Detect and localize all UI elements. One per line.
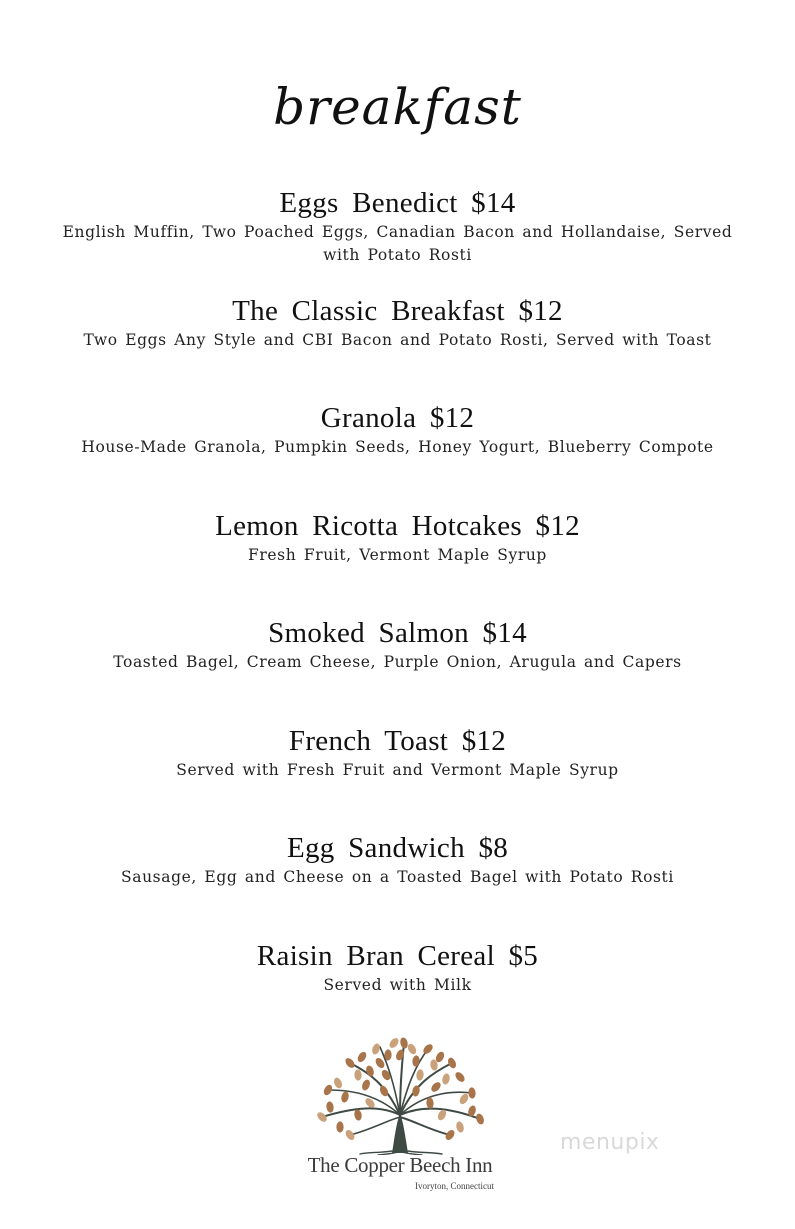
menu-item-description: Served with Fresh Fruit and Vermont Maple Syrup bbox=[176, 760, 619, 779]
menu-item-description: Toasted Bagel, Cream Cheese, Purple Onion, Arugula and Capers bbox=[113, 653, 682, 671]
menu-item bbox=[0, 400, 795, 508]
leaf bbox=[441, 1073, 450, 1085]
inn-location: Ivoryton, Connecticut bbox=[415, 1181, 494, 1191]
copper-beech-tree-icon bbox=[300, 1035, 500, 1155]
leaf bbox=[336, 1121, 343, 1132]
leaf bbox=[430, 1080, 443, 1093]
leaf bbox=[416, 1069, 424, 1081]
menu-item-description: Two Eggs Any Style and CBI Bacon and Potato Rosti, Served with Toast bbox=[83, 330, 712, 349]
menu-item-name: French Toast $12 bbox=[288, 724, 507, 757]
menu-items bbox=[0, 185, 795, 1045]
leaf bbox=[475, 1113, 486, 1126]
menu-item bbox=[0, 938, 795, 1046]
menu-item bbox=[0, 508, 795, 616]
leaf bbox=[406, 1042, 418, 1055]
menu-item-description: English Muffin, Two Poached Eggs, Canadian Bacon and Hollandaise, Served with Potato Rosti bbox=[62, 223, 733, 264]
leaf bbox=[344, 1056, 357, 1069]
leaf bbox=[356, 1050, 368, 1063]
menu-title: breakfast bbox=[273, 78, 522, 136]
leaf bbox=[371, 1043, 381, 1056]
leaf bbox=[361, 1078, 372, 1091]
leaf bbox=[365, 1065, 375, 1078]
leaf bbox=[326, 1101, 335, 1113]
menu-item bbox=[0, 185, 795, 293]
inn-logo bbox=[300, 1035, 500, 1215]
menu-item-name: Granola $12 bbox=[320, 402, 475, 434]
leaf bbox=[344, 1128, 356, 1141]
menu-item-name: Smoked Salmon $14 bbox=[268, 617, 527, 649]
leaf bbox=[444, 1128, 457, 1141]
menu-item-name: Eggs Benedict $14 bbox=[279, 187, 516, 219]
menu-item bbox=[0, 723, 795, 831]
leaf bbox=[353, 1109, 362, 1121]
leaf bbox=[426, 1097, 434, 1109]
leaf bbox=[388, 1036, 401, 1049]
menu-item-name: Raisin Bran Cereal $5 bbox=[256, 939, 539, 972]
leaf bbox=[315, 1110, 328, 1123]
leaf bbox=[422, 1042, 435, 1055]
leaf bbox=[354, 1069, 362, 1081]
menu-item bbox=[0, 830, 795, 938]
menu-item-description: Served with Milk bbox=[323, 975, 472, 994]
inn-name: The Copper Beech Inn bbox=[307, 1153, 493, 1177]
leaf bbox=[412, 1055, 421, 1067]
watermark: menupix bbox=[560, 1130, 660, 1155]
leaf bbox=[446, 1056, 457, 1069]
leaf bbox=[332, 1076, 343, 1089]
menu-item bbox=[0, 293, 795, 401]
menu-item-description: Sausage, Egg and Cheese on a Toasted Bagel with Potato Rosti bbox=[121, 868, 674, 886]
menu-item-description: Fresh Fruit, Vermont Maple Syrup bbox=[248, 545, 547, 564]
leaf bbox=[455, 1121, 465, 1134]
menu-item-name: Egg Sandwich $8 bbox=[286, 832, 509, 864]
menu-item-name: The Classic Breakfast $12 bbox=[232, 294, 563, 327]
leaf bbox=[340, 1091, 350, 1104]
leaf bbox=[454, 1070, 467, 1083]
leaf bbox=[399, 1037, 409, 1050]
leaf bbox=[458, 1092, 470, 1105]
menu-item-name: Lemon Ricotta Hotcakes $12 bbox=[215, 509, 580, 542]
leaf bbox=[468, 1087, 476, 1099]
menu-item-description: House-Made Granola, Pumpkin Seeds, Honey Yogurt, Blueberry Compote bbox=[81, 438, 714, 456]
menu-item bbox=[0, 615, 795, 723]
